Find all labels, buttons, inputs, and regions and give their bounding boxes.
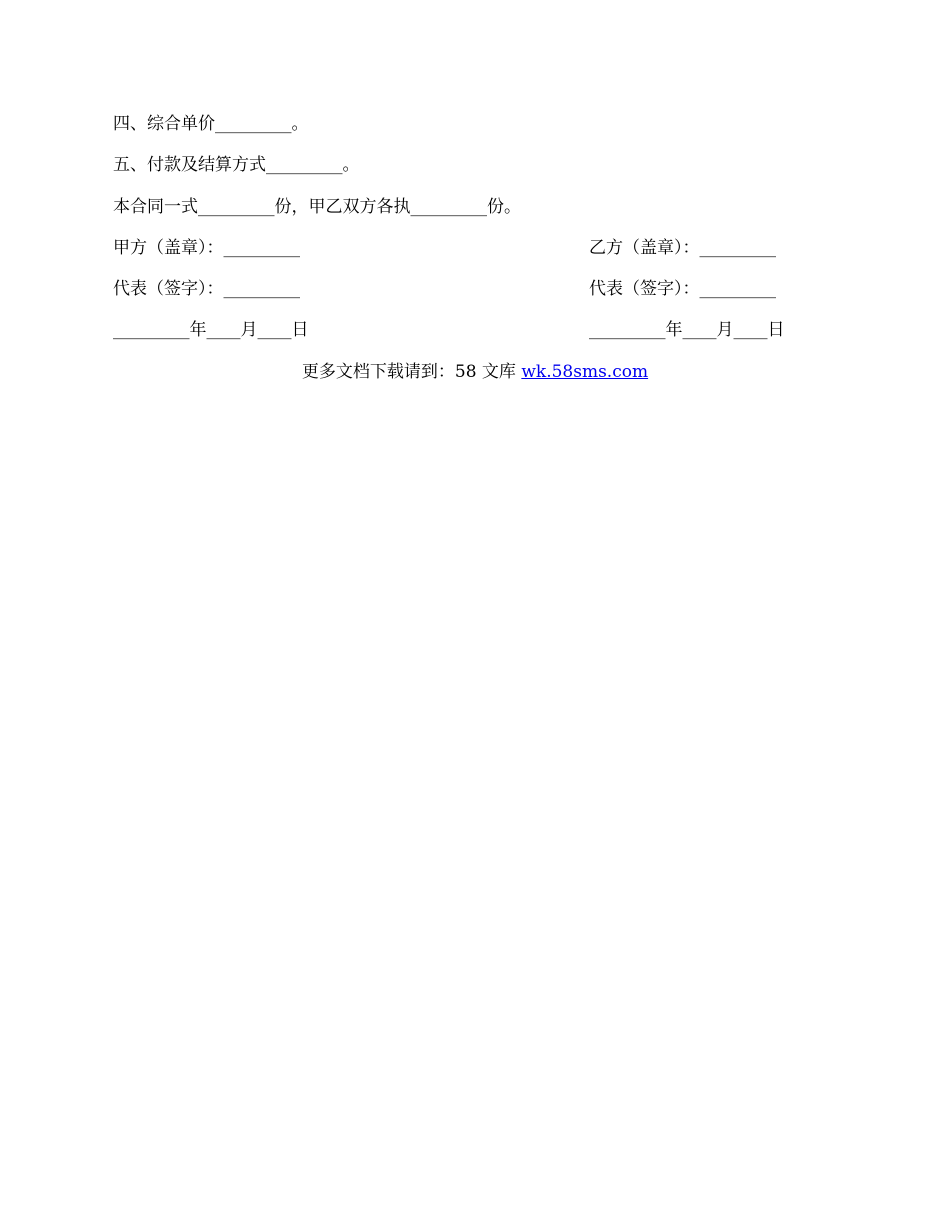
party-b-date-field: _________年____月____日 <box>589 320 785 340</box>
party-a-date-field: _________年____月____日 <box>113 320 309 340</box>
party-a-seal-row <box>113 238 776 258</box>
date-row <box>113 320 785 340</box>
download-footer <box>0 362 950 382</box>
unit-price-line: 四、综合单价_________。 <box>113 114 309 134</box>
party-a-seal-field: 甲方（盖章）：_________ <box>113 238 300 258</box>
party-a-representative-field: 代表（签字）：_________ <box>113 279 300 299</box>
footer-link[interactable]: wk.58sms.com <box>521 362 649 382</box>
payment-method-line: 五、付款及结算方式_________。 <box>113 155 360 175</box>
representative-row <box>113 279 776 299</box>
footer-text: 更多文档下载请到：58 文库 <box>301 362 522 382</box>
party-b-seal-field: 乙方（盖章）：_________ <box>589 238 776 258</box>
party-b-representative-field: 代表（签字）：_________ <box>589 279 776 299</box>
copies-line: 本合同一式_________份，甲乙双方各执_________份。 <box>113 197 521 217</box>
